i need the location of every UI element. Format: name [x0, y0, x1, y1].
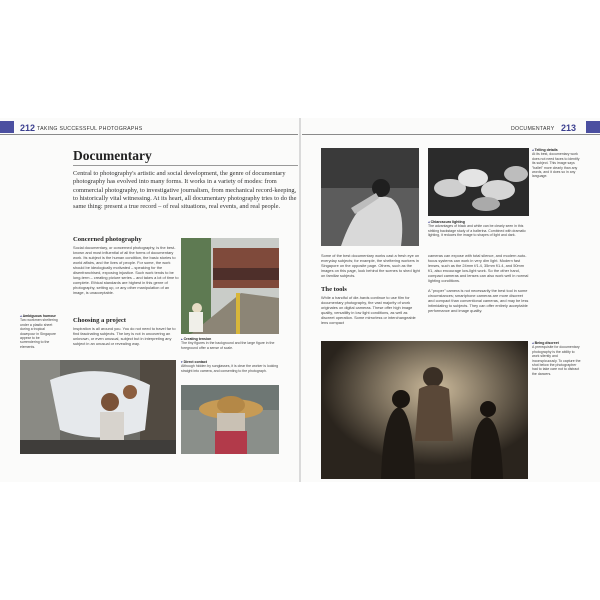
direct-caption	[181, 360, 281, 373]
hat-worker-photo	[181, 385, 279, 454]
right-running-head: DOCUMENTARY	[511, 126, 555, 132]
left-page-number: 212	[20, 123, 36, 133]
ballet-backstage-photo	[321, 148, 419, 246]
caption-marker-icon: ◂	[20, 314, 22, 318]
left-header-rule	[0, 134, 298, 135]
caption-marker-icon: ▴	[181, 337, 183, 341]
dancers-photo	[321, 341, 528, 479]
direct-caption-text: Although hidden by sunglasses, it is clear the worker is looking straight into camera, and consenting to the photograph.	[181, 364, 279, 373]
discreet-caption-text: A prerequisite for documentary photography is the ability to work silently and inconspicuously. To capture the shot below the photographer had to take care not to distract the dancers.	[532, 345, 581, 376]
choosing-heading: Choosing a project	[73, 317, 126, 324]
chiaroscuro-caption	[428, 220, 530, 238]
ambiguous-caption-title: Ambiguous humour	[22, 314, 56, 318]
telling-caption-text: At its best, documentary work does not need faces to identify its subject. This image says "ballet" more clearly than any words, and it does so in any language.	[532, 152, 580, 179]
book-gutter	[299, 118, 301, 482]
discreet-caption-title: Being discreet	[534, 341, 559, 345]
telling-caption-title: Telling details	[534, 148, 558, 152]
telling-caption	[532, 148, 582, 179]
left-running-head: TAKING SUCCESSFUL PHOTOGRAPHS	[37, 126, 143, 132]
creating-caption-text: The tiny figures in the background and the large figure in the foreground offer a sense of scale.	[181, 341, 275, 350]
right-column2-text: cameras can expose with total silence, and modern auto-focus systems can work in very dim light. Modern fast lenses, such as the 24mm f/1.4, 35mm f/1.4, and 50mm f/1, also encourage low-light work. So the other hand, compact cameras and lenses can also work well in normal lighting conditions. A "proper" camera is not necessarily the best tool in some circumstances; smartphone cameras are more discreet and compact than conventional cameras, and may be less intimidating to subjects. They can offer entirely acceptable performance and image quality.	[428, 253, 529, 313]
port-workers-photo	[181, 238, 279, 334]
caption-marker-icon: ▾	[181, 360, 183, 364]
direct-caption-title: Direct contact	[183, 360, 207, 364]
choosing-body: Inspiration is all around you. You do not need to travel far to find fascinating subjects. The key is not in uncovering an unknown, or even unusual, subject but in interpreting any subject in an unusual or revealing way.	[73, 326, 176, 346]
left-page-tab	[0, 121, 14, 133]
ambiguous-caption	[20, 314, 60, 349]
concerned-heading: Concerned photography	[73, 236, 142, 243]
ambiguous-caption-text: Two workmen sheltering under a plastic sheet during a tropical downpour in Singapore appear to be surrendering to the elements.	[20, 318, 58, 349]
chiaroscuro-caption-title: Chiaroscuro lighting	[430, 220, 465, 224]
discreet-caption	[532, 341, 582, 376]
right-page-tab	[586, 121, 600, 133]
title-rule	[73, 165, 298, 166]
ballet-shoes-photo	[428, 148, 529, 216]
creating-caption	[181, 337, 281, 350]
caption-marker-icon: ◂	[532, 148, 534, 152]
right-column1-text: Some of the best documentary works cast a fresh eye on everyday subjects; for example, the sheltering workers in Singapore on the opposite page. Others, such as the images on this page, look behind the scenes to shed light on familiar subjects.	[321, 253, 420, 278]
sheltering-workers-photo	[20, 360, 176, 454]
concerned-body: Social documentary, or concerned photography, is the best-known and most influential of all the forms of documentary work. Its subject is the human condition, the basic stories to world affairs, and the lives of people. For some, the work should be ideologically motivated – speaking for the disenfranchised, exposing injustice. Such work tends to be long-term – creating picture series – and takes a lot of time to complete. Ethical standards are highest in this genre of photography, setting up, or any other manipulation of an image, is unacceptable.	[73, 245, 179, 295]
tools-heading: The tools	[321, 286, 347, 293]
creating-caption-title: Creating tension	[183, 337, 212, 341]
intro-paragraph: Central to photography's artistic and social development, the genre of documentary photography has evolved into many forms. It works in a variety of modes: from commercial photography, to investigative journalism, from mechanical record-keeping, to historically vital witnessing. At its heart, all documentary photography tries to do the same thing: present a true record – of real situations, real events, and real people.	[73, 170, 297, 211]
caption-marker-icon: ◂	[428, 220, 430, 224]
right-header-rule	[302, 134, 600, 135]
chiaroscuro-caption-text: The advantages of black and white can be clearly seen in this striking backstage study of a ballerina. Combined with dramatic lighting, it reduces the image to shapes of light and dark.	[428, 224, 526, 238]
right-page-number: 213	[561, 123, 577, 133]
tools-body: While a handful of die-hards continue to use film for documentary photography, the vast majority of work originates on digital cameras. These offer high image quality, versatility in low light conditions, as well as discreet operation. Some mirrorless or interchangeable lens compact	[321, 295, 416, 325]
caption-marker-icon: ◂	[532, 341, 534, 345]
page-title: Documentary	[73, 148, 152, 163]
